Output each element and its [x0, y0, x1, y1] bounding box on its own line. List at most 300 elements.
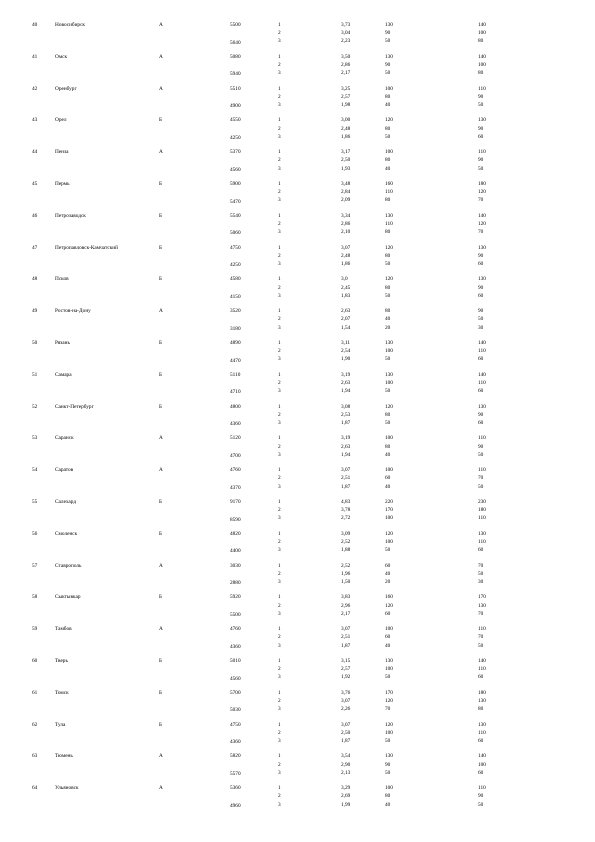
sub-value-1: 1,86: [341, 133, 351, 140]
sub-value-2: 130: [385, 371, 393, 378]
sub-index: 3: [278, 738, 281, 744]
sub-index: 2: [278, 30, 281, 37]
sub-index: 2: [278, 634, 281, 641]
sub-index: 3: [278, 70, 281, 77]
sub-value-1: 2,09: [341, 197, 351, 204]
sub-index: 1: [278, 85, 281, 92]
row-number: 49: [32, 308, 38, 315]
sub-index: 2: [278, 284, 281, 291]
row-number: 47: [32, 244, 38, 251]
value-a2: 5470: [230, 198, 241, 205]
sub-value-1: 3,17: [341, 149, 351, 156]
row-number: 57: [32, 562, 38, 569]
city-name: Томск: [55, 689, 69, 696]
sub-value-1: 1,93: [341, 165, 351, 172]
zone-label: Б: [159, 721, 163, 728]
sub-value-2: 40: [385, 451, 391, 458]
sub-value-2: 120: [385, 403, 393, 410]
zone-label: А: [159, 85, 163, 92]
sub-value-2: 100: [385, 149, 393, 156]
sub-value-2: 80: [385, 229, 391, 236]
sub-value-3: 50: [478, 451, 484, 458]
sub-value-3: 60: [478, 420, 484, 426]
city-name: Псков: [55, 276, 69, 283]
sub-value-2: 40: [385, 316, 391, 323]
sub-value-1: 2,48: [341, 125, 351, 132]
sub-value-3: 50: [478, 165, 484, 172]
sub-index: 1: [278, 435, 281, 442]
sub-value-1: 3,07: [341, 698, 351, 704]
sub-value-1: 2,86: [341, 62, 351, 68]
sub-value-3: 90: [478, 308, 484, 315]
sub-index: 1: [278, 689, 281, 696]
sub-value-2: 120: [385, 276, 393, 283]
sub-index: 2: [278, 157, 281, 164]
sub-value-2: 40: [385, 642, 391, 649]
row-number: 63: [32, 753, 38, 760]
sub-value-3: 50: [478, 102, 484, 108]
sub-value-1: 1,96: [341, 570, 351, 577]
sub-value-2: 170: [385, 689, 393, 696]
value-a1: 4800: [230, 403, 241, 410]
sub-index: 3: [278, 769, 281, 776]
sub-value-3: 110: [478, 626, 486, 633]
value-a1: 5820: [230, 753, 241, 760]
sub-index: 1: [278, 626, 281, 633]
row-number: 42: [32, 85, 38, 92]
city-name: Сыктывкар: [55, 594, 81, 601]
sub-index: 2: [278, 348, 281, 355]
sub-index: 1: [278, 467, 281, 474]
sub-value-1: 2,84: [341, 189, 351, 196]
sub-value-1: 3,11: [341, 340, 351, 346]
sub-value-1: 2,69: [341, 793, 351, 800]
sub-value-1: 3,0: [341, 276, 348, 283]
sub-index: 2: [278, 252, 281, 259]
value-a2: 5640: [230, 39, 241, 46]
sub-value-1: 2,26: [341, 706, 351, 713]
city-name: Санкт-Петербург: [55, 403, 94, 410]
sub-value-3: 140: [478, 22, 486, 28]
city-name: Пермь: [55, 181, 70, 187]
sub-index: 3: [278, 674, 281, 681]
sub-value-3: 70: [478, 562, 484, 569]
sub-index: 2: [278, 507, 281, 514]
sub-value-3: 100: [478, 30, 486, 37]
sub-value-1: 2,51: [341, 475, 351, 482]
value-a1: 5700: [230, 689, 241, 696]
sub-value-1: 2,52: [341, 562, 351, 569]
sub-value-1: 2,23: [341, 38, 351, 45]
city-name: Петрозаводск: [55, 212, 86, 219]
sub-value-2: 130: [385, 53, 393, 60]
sub-value-2: 50: [385, 356, 391, 363]
value-a2: 4960: [230, 802, 241, 809]
city-name: Оренбург: [55, 85, 77, 92]
sub-value-3: 180: [478, 181, 486, 187]
sub-value-1: 1,98: [341, 102, 351, 108]
sub-value-3: 80: [478, 706, 484, 713]
sub-value-3: 60: [478, 547, 484, 554]
sub-value-1: 2,17: [341, 610, 351, 617]
sub-value-1: 2,13: [341, 769, 351, 776]
value-a1: 3520: [230, 308, 241, 315]
sub-value-3: 90: [478, 411, 484, 418]
city-name: Тверь: [55, 658, 68, 664]
value-a1: 5900: [230, 181, 241, 187]
sub-value-3: 80: [478, 70, 484, 77]
sub-value-1: 1,87: [341, 420, 351, 426]
sub-value-3: 70: [478, 197, 484, 204]
sub-index: 3: [278, 38, 281, 45]
sub-value-1: 1,50: [341, 579, 351, 585]
sub-value-3: 110: [478, 785, 486, 792]
value-a1: 5920: [230, 594, 241, 601]
sub-value-2: 80: [385, 93, 391, 100]
sub-value-1: 2,72: [341, 515, 351, 522]
zone-label: Б: [159, 689, 163, 696]
city-name: Ульяновск: [55, 785, 79, 792]
row-number: 50: [32, 340, 38, 346]
sub-value-2: 50: [385, 738, 391, 744]
sub-index: 3: [278, 547, 281, 554]
sub-value-3: 60: [478, 133, 484, 140]
sub-value-3: 90: [478, 93, 484, 100]
sub-index: 1: [278, 181, 281, 187]
sub-value-1: 3,50: [341, 53, 351, 60]
sub-value-2: 80: [385, 125, 391, 132]
sub-value-3: 60: [478, 388, 484, 395]
sub-value-2: 100: [385, 380, 393, 386]
row-number: 56: [32, 530, 38, 537]
sub-value-2: 170: [385, 507, 393, 514]
sub-index: 1: [278, 658, 281, 664]
zone-label: Б: [159, 276, 163, 283]
sub-value-2: 130: [385, 658, 393, 664]
sub-index: 3: [278, 133, 281, 140]
sub-value-2: 100: [385, 85, 393, 92]
value-a1: 4760: [230, 626, 241, 633]
sub-value-3: 60: [478, 292, 484, 299]
sub-value-1: 2,48: [341, 252, 351, 259]
sub-index: 3: [278, 292, 281, 299]
sub-value-1: 1,87: [341, 642, 351, 649]
sub-value-3: 130: [478, 530, 486, 537]
sub-value-3: 130: [478, 117, 486, 124]
sub-value-3: 180: [478, 689, 486, 696]
row-number: 58: [32, 594, 38, 601]
sub-value-3: 130: [478, 721, 486, 728]
sub-value-2: 100: [385, 729, 393, 736]
sub-value-2: 220: [385, 499, 393, 505]
sub-index: 1: [278, 53, 281, 60]
sub-value-1: 1,94: [341, 451, 351, 458]
sub-value-1: 1,99: [341, 801, 351, 808]
sub-index: 3: [278, 515, 281, 522]
value-a1: 5120: [230, 435, 241, 442]
sub-index: 2: [278, 443, 281, 450]
value-a2: 4360: [230, 643, 241, 650]
sub-value-1: 1,90: [341, 356, 351, 363]
sub-value-1: 1,88: [341, 547, 351, 554]
sub-index: 2: [278, 793, 281, 800]
sub-value-2: 50: [385, 261, 391, 267]
sub-index: 1: [278, 371, 281, 378]
value-a1: 5360: [230, 785, 241, 792]
sub-value-1: 2,52: [341, 539, 351, 545]
value-a1: 3030: [230, 562, 241, 569]
sub-value-2: 50: [385, 133, 391, 140]
sub-index: 1: [278, 530, 281, 537]
sub-value-2: 50: [385, 292, 391, 299]
sub-value-2: 40: [385, 165, 391, 172]
sub-value-2: 50: [385, 769, 391, 776]
sub-value-2: 60: [385, 610, 391, 617]
sub-value-2: 90: [385, 62, 391, 68]
sub-index: 1: [278, 403, 281, 410]
sub-value-1: 3,78: [341, 507, 351, 514]
row-number: 48: [32, 276, 38, 283]
zone-label: А: [159, 308, 163, 315]
sub-value-1: 3,07: [341, 721, 351, 728]
city-name: Петропавловск-Камчатский: [55, 244, 118, 251]
row-number: 46: [32, 212, 38, 219]
value-a2: 4400: [230, 548, 241, 555]
row-number: 59: [32, 626, 38, 633]
sub-value-3: 70: [478, 610, 484, 617]
city-name: Пенза: [55, 149, 69, 156]
sub-value-3: 100: [478, 62, 486, 68]
sub-value-3: 50: [478, 801, 484, 808]
sub-index: 3: [278, 451, 281, 458]
sub-value-1: 2,57: [341, 93, 351, 100]
sub-index: 2: [278, 62, 281, 68]
sub-value-1: 3,15: [341, 658, 351, 664]
sub-index: 1: [278, 22, 281, 28]
sub-value-2: 100: [385, 467, 393, 474]
sub-value-1: 3,76: [341, 689, 351, 696]
sub-value-3: 140: [478, 340, 486, 346]
value-a2: 4560: [230, 675, 241, 682]
sub-value-1: 1,92: [341, 674, 351, 681]
sub-value-1: 1,86: [341, 261, 351, 267]
city-name: Новосибирск: [55, 22, 86, 28]
value-a2: 5570: [230, 771, 241, 777]
value-a2: 4360: [230, 421, 241, 428]
sub-value-1: 1,54: [341, 324, 351, 331]
sub-index: 3: [278, 706, 281, 713]
sub-index: 3: [278, 610, 281, 617]
sub-value-3: 110: [478, 729, 486, 736]
sub-value-1: 1,94: [341, 388, 351, 395]
sub-value-1: 2,51: [341, 634, 351, 641]
value-a1: 4550: [230, 117, 241, 124]
sub-index: 3: [278, 324, 281, 331]
sub-index: 1: [278, 785, 281, 792]
city-name: Смоленск: [55, 530, 78, 537]
zone-label: Б: [159, 658, 163, 664]
sub-value-1: 3,07: [341, 244, 351, 251]
sub-value-1: 2,10: [341, 229, 351, 236]
sub-index: 2: [278, 380, 281, 386]
sub-value-1: 2,54: [341, 348, 351, 355]
sub-value-1: 3,73: [341, 22, 351, 28]
sub-value-3: 120: [478, 221, 486, 227]
sub-value-2: 90: [385, 30, 391, 37]
sub-value-3: 90: [478, 793, 484, 800]
sub-value-3: 110: [478, 539, 486, 545]
sub-index: 3: [278, 642, 281, 649]
sub-index: 2: [278, 602, 281, 609]
city-name: Тула: [55, 721, 66, 728]
sub-value-1: 3,08: [341, 403, 351, 410]
value-a2: 4250: [230, 135, 241, 141]
value-a1: 4750: [230, 244, 241, 251]
sub-value-3: 90: [478, 252, 484, 259]
row-number: 61: [32, 689, 38, 696]
sub-value-2: 20: [385, 579, 391, 585]
sub-value-1: 2,45: [341, 284, 351, 291]
sub-value-3: 90: [478, 157, 484, 164]
sub-index: 1: [278, 117, 281, 124]
value-a2: 4360: [230, 739, 241, 746]
sub-value-3: 80: [478, 38, 484, 45]
city-name: Рязань: [55, 340, 70, 346]
sub-value-2: 100: [385, 785, 393, 792]
value-a2: 8590: [230, 516, 241, 523]
sub-index: 2: [278, 539, 281, 545]
zone-label: Б: [159, 499, 163, 505]
sub-value-1: 1,83: [341, 292, 351, 299]
value-a2: 4250: [230, 262, 241, 269]
sub-value-3: 130: [478, 698, 486, 704]
sub-value-3: 60: [478, 356, 484, 363]
sub-value-2: 110: [385, 221, 393, 227]
sub-value-1: 2,86: [341, 221, 351, 227]
value-a2: 5940: [230, 71, 241, 78]
value-a1: 5500: [230, 22, 241, 28]
city-name: Салехард: [55, 499, 77, 505]
row-number: 62: [32, 721, 38, 728]
sub-value-2: 100: [385, 626, 393, 633]
row-number: 41: [32, 53, 38, 60]
sub-value-1: 3,07: [341, 467, 351, 474]
sub-value-1: 3,04: [341, 30, 351, 37]
sub-value-2: 80: [385, 157, 391, 164]
sub-index: 1: [278, 149, 281, 156]
sub-value-1: 3,29: [341, 785, 351, 792]
sub-value-2: 60: [385, 475, 391, 482]
sub-value-3: 50: [478, 316, 484, 323]
sub-value-1: 2,63: [341, 443, 351, 450]
sub-value-2: 130: [385, 22, 393, 28]
sub-value-2: 50: [385, 547, 391, 554]
row-number: 54: [32, 467, 38, 474]
sub-value-1: 3,25: [341, 85, 351, 92]
sub-value-1: 3,19: [341, 435, 351, 442]
sub-value-1: 3,07: [341, 626, 351, 633]
value-a1: 5080: [230, 53, 241, 60]
row-number: 43: [32, 117, 38, 124]
sub-value-2: 100: [385, 348, 393, 355]
sub-value-2: 80: [385, 308, 391, 315]
sub-value-3: 90: [478, 125, 484, 132]
sub-value-2: 40: [385, 483, 391, 490]
sub-index: 2: [278, 761, 281, 768]
sub-value-3: 60: [478, 738, 484, 744]
sub-value-2: 40: [385, 801, 391, 808]
zone-label: Б: [159, 244, 163, 251]
sub-value-3: 140: [478, 658, 486, 664]
sub-value-3: 110: [478, 85, 486, 92]
sub-value-2: 130: [385, 753, 393, 760]
sub-value-1: 2,63: [341, 380, 351, 386]
sub-value-3: 50: [478, 642, 484, 649]
sub-value-1: 2,07: [341, 316, 351, 323]
value-a1: 5370: [230, 149, 241, 156]
sub-index: 2: [278, 698, 281, 704]
value-a2: 4150: [230, 294, 241, 300]
sub-value-2: 40: [385, 570, 391, 577]
sub-value-3: 140: [478, 371, 486, 378]
city-name: Орел: [55, 117, 67, 124]
value-a2: 5500: [230, 612, 241, 618]
row-number: 64: [32, 785, 38, 792]
sub-value-2: 130: [385, 212, 393, 219]
row-number: 55: [32, 499, 38, 505]
sub-value-1: 3,09: [341, 530, 351, 537]
value-a2: 3180: [230, 325, 241, 332]
sub-value-2: 50: [385, 38, 391, 45]
sub-value-3: 110: [478, 348, 486, 355]
sub-value-1: 3,19: [341, 371, 351, 378]
sub-value-2: 40: [385, 102, 391, 108]
sub-value-3: 140: [478, 753, 486, 760]
sub-index: 3: [278, 579, 281, 585]
sub-value-2: 110: [385, 189, 393, 196]
sub-index: 2: [278, 729, 281, 736]
sub-value-3: 110: [478, 435, 486, 442]
sub-value-1: 2,50: [341, 729, 351, 736]
value-a2: 4470: [230, 357, 241, 364]
row-number: 53: [32, 435, 38, 442]
sub-value-2: 80: [385, 443, 391, 450]
value-a1: 4760: [230, 467, 241, 474]
sub-index: 2: [278, 125, 281, 132]
sub-value-3: 30: [478, 324, 484, 331]
sub-value-3: 50: [478, 570, 484, 577]
value-a1: 5510: [230, 85, 241, 92]
sub-index: 2: [278, 411, 281, 418]
value-a2: 4700: [230, 453, 241, 459]
sub-index: 3: [278, 388, 281, 395]
sub-value-3: 230: [478, 499, 486, 505]
sub-index: 3: [278, 165, 281, 172]
sub-index: 1: [278, 244, 281, 251]
sub-value-3: 90: [478, 284, 484, 291]
zone-label: Б: [159, 212, 163, 219]
sub-value-2: 80: [385, 411, 391, 418]
row-number: 45: [32, 181, 38, 187]
value-a1: 5010: [230, 658, 241, 664]
sub-index: 1: [278, 276, 281, 283]
sub-value-2: 100: [385, 515, 393, 522]
city-name: Саратов: [55, 467, 74, 474]
sub-value-2: 90: [385, 761, 391, 768]
sub-value-3: 170: [478, 594, 486, 601]
sub-index: 1: [278, 753, 281, 760]
zone-label: Б: [159, 371, 163, 378]
